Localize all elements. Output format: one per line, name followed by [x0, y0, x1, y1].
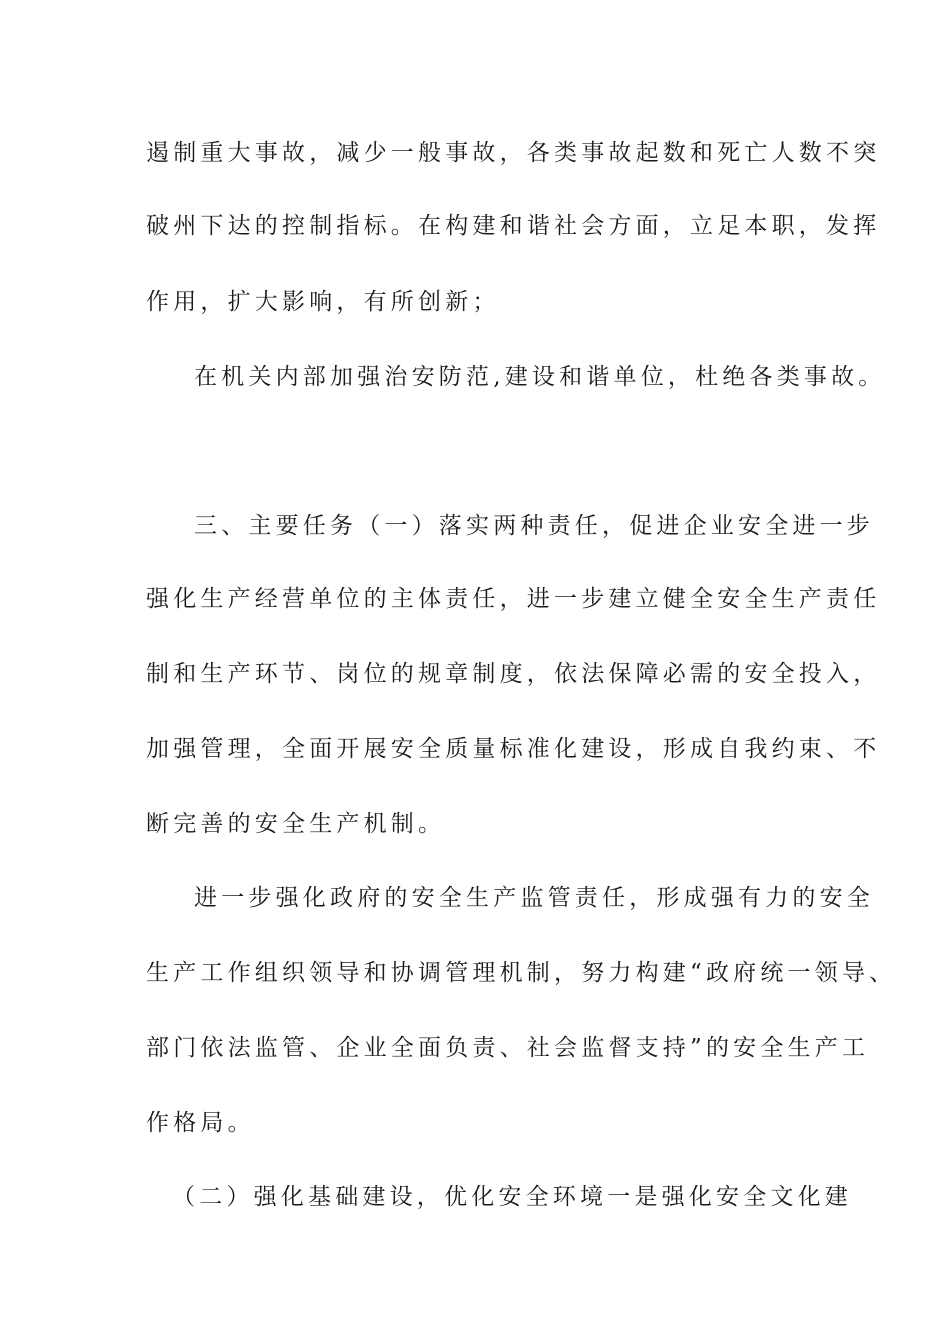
- text-line-13: 作格局。: [146, 1110, 255, 1136]
- text-line-1: 遏制重大事故，减少一般事故，各类事故起数和死亡人数不突: [146, 140, 881, 166]
- text-line-3: 作用，扩大影响，有所创新；: [146, 289, 500, 315]
- text-line-4: 在机关内部加强治安防范,建设和谐单位，杜绝各类事故。: [194, 364, 886, 390]
- text-line-11: 生产工作组织领导和协调管理机制，努力构建“政府统一领导、: [146, 960, 897, 986]
- text-line-9: 断完善的安全生产机制。: [146, 811, 446, 837]
- text-line-12: 部门依法监管、企业全面负责、社会监督支持”的安全生产工: [146, 1035, 870, 1061]
- text-line-14: （二）强化基础建设，优化安全环境一是强化安全文化建: [172, 1184, 852, 1210]
- text-line-2: 破州下达的控制指标。在构建和谐社会方面，立足本职，发挥: [146, 213, 881, 239]
- text-line-8: 加强管理，全面开展安全质量标准化建设，形成自我约束、不: [146, 736, 881, 762]
- text-line-10: 进一步强化政府的安全生产监管责任，形成强有力的安全: [194, 885, 874, 911]
- text-line-6: 强化生产经营单位的主体责任，进一步建立健全安全生产责任: [146, 586, 881, 612]
- text-line-5: 三、主要任务（一）落实两种责任，促进企业安全进一步: [194, 513, 874, 539]
- text-line-7: 制和生产环节、岗位的规章制度，依法保障必需的安全投入，: [146, 661, 881, 687]
